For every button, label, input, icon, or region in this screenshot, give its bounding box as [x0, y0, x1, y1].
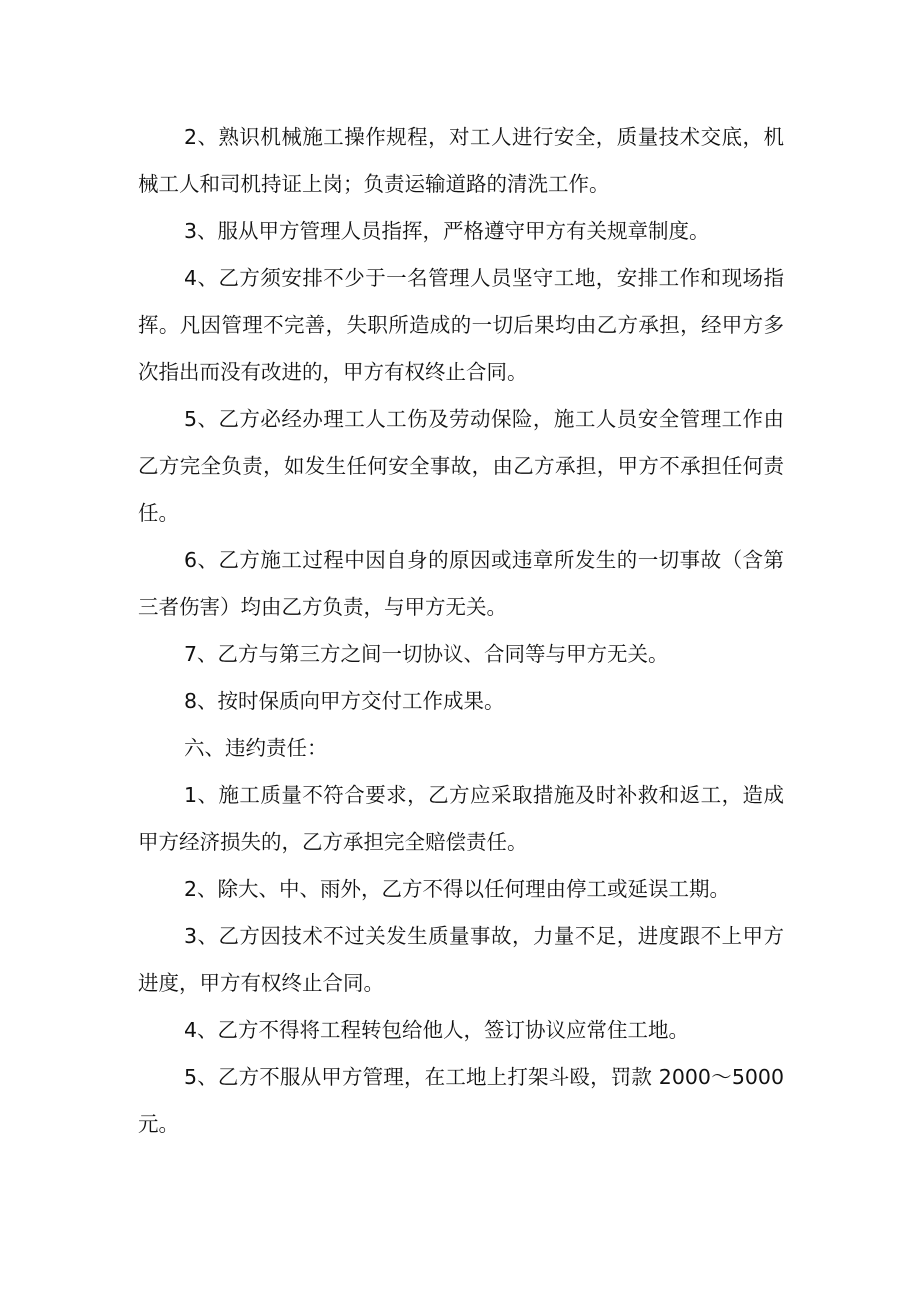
section-heading-breach-liability: 六、违约责任： — [184, 736, 328, 760]
clause-2-machinery-safety: 2、熟识机械施工操作规程，对工人进行安全，质量技术交底，机械工人和司机持证上岗；负责运输道路的清洗工作。 — [138, 125, 784, 196]
clause-5-insurance: 5、乙方必经办理工人工伤及劳动保险，施工人员安全管理工作由乙方完全负责，如发生任何安全事故，由乙方承担，甲方不承担任何责任。 — [138, 407, 784, 525]
breach-clause-3-technical: 3、乙方因技术不过关发生质量事故，力量不足，进度跟不上甲方进度，甲方有权终止合同。 — [138, 924, 784, 995]
document-body — [138, 114, 784, 1148]
breach-clause-2-delay: 2、除大、中、雨外，乙方不得以任何理由停工或延误工期。 — [184, 877, 731, 901]
clause-7-third-party: 7、乙方与第三方之间一切协议、合同等与甲方无关。 — [184, 642, 669, 666]
breach-clause-4-subcontract: 4、乙方不得将工程转包给他人，签订协议应常住工地。 — [184, 1018, 690, 1042]
clause-6-accident-liability: 6、乙方施工过程中因自身的原因或违章所发生的一切事故（含第三者伤害）均由乙方负责，与甲方无关。 — [138, 548, 784, 619]
clause-3-obey-management: 3、服从甲方管理人员指挥，严格遵守甲方有关规章制度。 — [184, 219, 710, 243]
clause-4-site-manager: 4、乙方须安排不少于一名管理人员坚守工地，安排工作和现场指挥。凡因管理不完善，失职所造成的一切后果均由乙方承担，经甲方多次指出而没有改进的，甲方有权终止合同。 — [138, 266, 784, 384]
breach-clause-1-quality: 1、施工质量不符合要求，乙方应采取措施及时补救和返工，造成甲方经济损失的，乙方承担完全赔偿责任。 — [138, 783, 784, 854]
breach-clause-5-fines: 5、乙方不服从甲方管理，在工地上打架斗殴，罚款 2000～5000元。 — [138, 1065, 784, 1136]
clause-8-deliver-results: 8、按时保质向甲方交付工作成果。 — [184, 689, 505, 713]
